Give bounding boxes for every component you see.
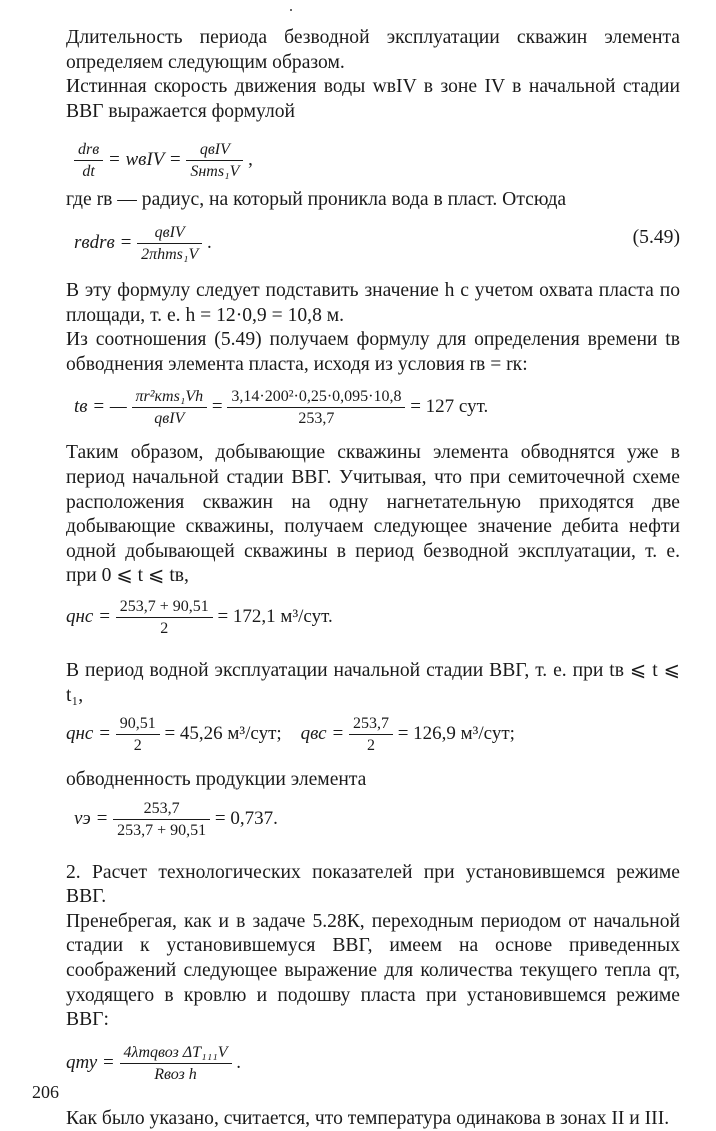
formula-oil-rate xyxy=(66,593,680,645)
formula-lhs: qту = xyxy=(66,1051,115,1073)
formula-frac-num: πr²кms₁Vh xyxy=(132,387,208,408)
paragraph-5: Из соотношения (5.49) получаем формулу для определения времени tв обводнения элемента пласта, исходя из условия rв = rк: xyxy=(66,329,680,375)
paragraph-7: В период водной эксплуатации начальной стадии ВВГ, т. е. при tв ⩽ t ⩽ t₁, xyxy=(66,659,680,706)
paragraph-4: В эту формулу следует подставить значение h с учетом охвата пласта по площади, т. е. h = 12·0,9 = 10,8 м. xyxy=(66,279,680,326)
formula-frac-num: 253,7 + 90,51 xyxy=(116,597,213,618)
formula-frac-den: 2πhms₁V xyxy=(141,245,199,263)
formula-5-49 xyxy=(66,217,680,269)
paragraph-3: где rв — радиус, на который проникла вода в пласт. Отсюда xyxy=(66,189,567,211)
formula-frac-den: 2 xyxy=(366,737,375,755)
paragraph-2: Истинная скорость движения воды wвIV в зоне IV в начальной стадии ВВГ выражается формулой xyxy=(66,76,680,122)
formula-result: = 126,9 м³/сут; xyxy=(397,722,515,744)
formula-frac-den: 2 xyxy=(133,737,142,755)
formula-frac-num: 253,7 xyxy=(113,799,210,820)
formula-frac-num: 90,51 xyxy=(116,714,160,735)
formula-lhs: qвс = xyxy=(300,722,345,744)
paragraph-8: обводненность продукции элемента xyxy=(66,769,367,791)
formula-frac-num: qвIV xyxy=(186,140,243,161)
formula-frac-den: 253,7 + 90,51 xyxy=(117,821,207,839)
formula-frac-den: 2 xyxy=(160,619,169,637)
formula-result: = 0,737. xyxy=(214,807,278,829)
formula-mid: = wвIV = xyxy=(107,149,182,171)
formula-frac-num: 4λтqвоз ΔT₁₁₁V xyxy=(120,1043,232,1064)
formula-frac-num: qвIV xyxy=(137,223,202,244)
formula-frac-den: Rвоз h xyxy=(154,1065,197,1083)
formula-result: = 127 сут. xyxy=(410,396,489,418)
formula-frac-num: 253,7 xyxy=(349,714,393,735)
formula-result: = 45,26 м³/сут; xyxy=(164,722,282,744)
formula-water-period xyxy=(66,712,680,762)
formula-frac-den: dt xyxy=(82,163,95,181)
page-number: 206 xyxy=(32,1082,59,1102)
formula-frac-den: 253,7 xyxy=(298,410,335,428)
formula-lhs: qнс = xyxy=(66,722,111,744)
paragraph-11: Как было указано, считается, что температура одинакова в зонах II и III. xyxy=(66,1107,670,1129)
formula-tail: . xyxy=(207,231,212,253)
equation-number: (5.49) xyxy=(632,226,680,248)
paragraph-1: Длительность периода безводной эксплуатации скважин элемента определяем следующим образом. xyxy=(66,27,680,73)
page-body xyxy=(66,26,680,1131)
formula-result: = 172,1 м³/сут. xyxy=(217,605,333,627)
formula-lhs: νэ = xyxy=(74,807,109,829)
formula-tail: . xyxy=(236,1051,242,1073)
speck xyxy=(290,9,292,11)
formula-lhs: qнс = xyxy=(66,605,111,627)
paragraph-9: 2. Расчет технологических показателей при установившемся режиме ВВГ. xyxy=(66,861,680,908)
paragraph-10: Пренебрегая, как и в задаче 5.28К, переходным периодом от начальной стадии к установившемуся ВВГ, имеем на основе приведенных соображений следующее выражение для количества текущего тепла qт, уходящего в кровлю и подошву пласта при установившемся режиме ВВГ: xyxy=(66,910,680,1031)
paragraph-6: Таким образом, добывающие скважины элемента обводнятся уже в период начальной стадии ВВГ. Учитывая, что при семиточечной схеме расположения скважин на одну нагнетательную приходятся две добывающие скважины, получаем следующее значение дебита нефти одной добывающей скважины в период безводной эксплуатации, т. е. при 0 ⩽ t ⩽ tв, xyxy=(66,442,680,587)
formula-eq: = xyxy=(211,396,223,418)
formula-velocity xyxy=(66,128,680,180)
formula-time xyxy=(66,381,680,437)
formula-watercut xyxy=(66,797,680,849)
formula-frac-num: drв xyxy=(74,140,103,161)
formula-frac-den: qвIV xyxy=(154,410,185,428)
formula-heat xyxy=(66,1037,680,1093)
formula-lhs: tв = — xyxy=(74,396,127,418)
formula-frac-num: 3,14·200²·0,25·0,095·10,8 xyxy=(227,387,405,408)
formula-frac-den: Sнms₁V xyxy=(190,163,240,181)
formula-tail: , xyxy=(248,149,253,171)
formula-lhs: rвdrв = xyxy=(74,231,133,253)
